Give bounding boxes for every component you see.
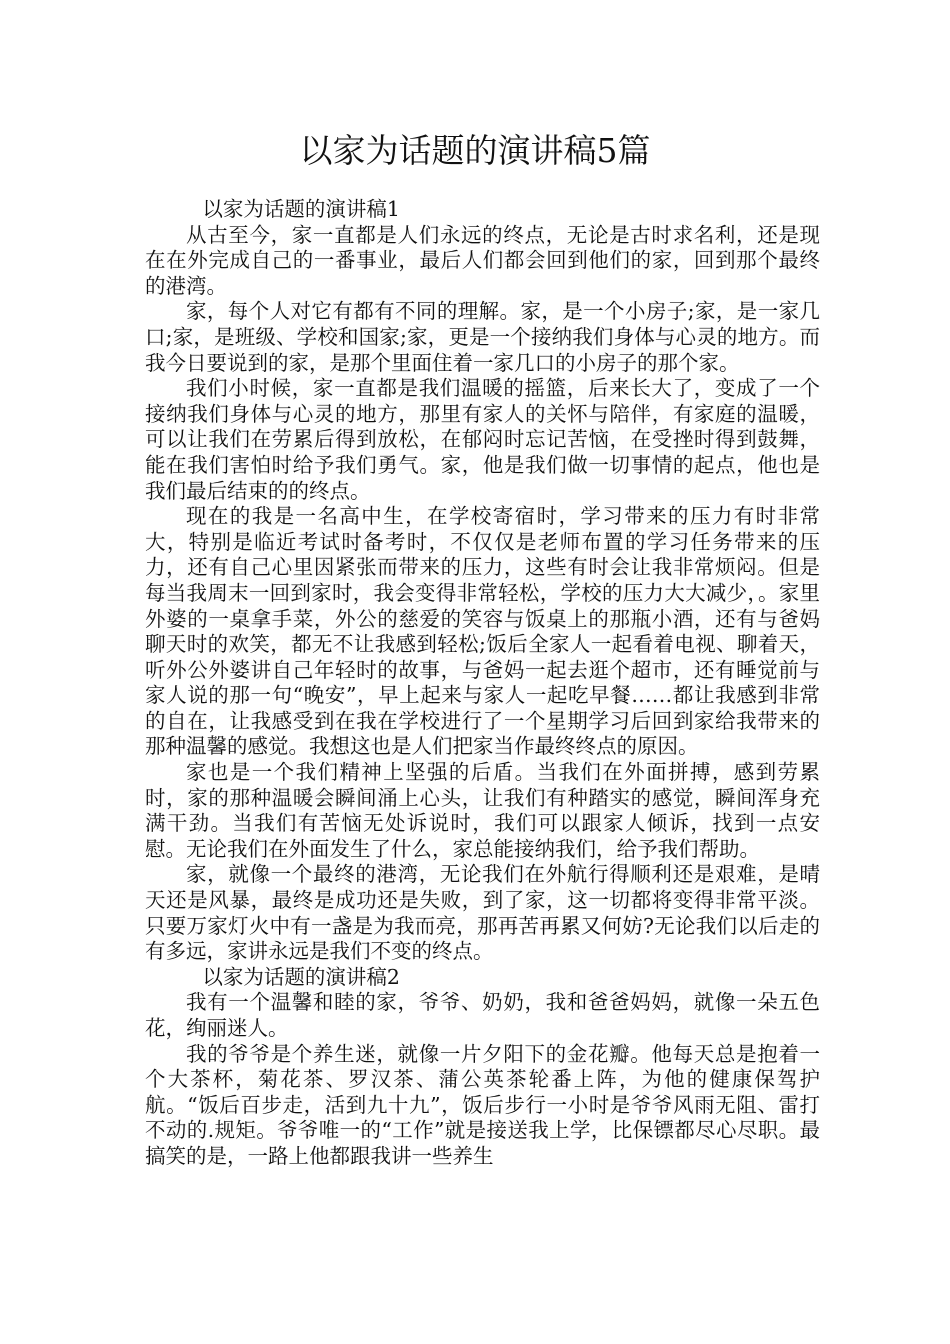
paragraph: 我的爷爷是个养生迷，就像一片夕阳下的金花瓣。他每天总是抱着一个大茶杯，菊花茶、罗汉茶、蒲公英茶轮番上阵，为他的健康保驾护航。“饭后百步走，活到九十九”，饭后步行一小时是爷爷风雨无阻、雷打不动的.规矩。爷爷唯一的“工作”就是接送我上学，比保镖都尽心尽职。最搞笑的是，一路上他都跟我讲一些养生 [145, 1041, 820, 1168]
section-heading: 以家为话题的演讲稿2 [202, 964, 400, 989]
document-title: 以家为话题的演讲稿5篇 [299, 131, 651, 170]
paragraph: 家，就像一个最终的港湾，无论我们在外航行得顺利还是艰难，是晴天还是风暴，最终是成功还是失败，到了家，这一切都将变得非常平淡。只要万家灯火中有一盏是为我而亮，那再苦再累又何妨?无论我们以后走的有多远，家讲永远是我们不变的终点。 [145, 862, 820, 964]
paragraph: 现在的我是一名高中生，在学校寄宿时，学习带来的压力有时非常大，特别是临近考试时备考时，不仅仅是老师布置的学习任务带来的压力，还有自己心里因紧张而带来的压力，这些有时会让我非常烦闷。但是每当我周末一回到家时，我会变得非常轻松，学校的压力大大减少，。家里外婆的一桌拿手菜，外公的慈爱的笑容与饭桌上的那瓶小酒，还有与爸妈聊天时的欢笑，都无不让我感到轻松;饭后全家人一起看着电视、聊着天，听外公外婆讲自己年轻时的故事，与爸妈一起去逛个超市，还有睡觉前与家人说的那一句“晚安”，早上起来与家人一起吃早餐……都让我感到非常的自在，让我感受到在我在学校进行了一个星期学习后回到家给我带来的那种温馨的感觉。我想这也是人们把家当作最终终点的原因。 [145, 504, 820, 759]
paragraph: 家，每个人对它有都有不同的理解。家，是一个小房子;家，是一家几口;家，是班级、学校和国家;家，更是一个接纳我们身体与心灵的地方。而我今日要说到的家，是那个里面住着一家几口的小房子的那个家。 [145, 299, 820, 375]
section-heading: 以家为话题的演讲稿1 [202, 197, 400, 221]
paragraph: 我有一个温馨和睦的家，爷爷、奶奶，我和爸爸妈妈，就像一朵五色花，绚丽迷人。 [145, 990, 820, 1040]
paragraph: 从古至今，家一直都是人们永远的终点，无论是古时求名利，还是现在在外完成自己的一番事业，最后人们都会回到他们的家，回到那个最终的港湾。 [145, 222, 820, 298]
paragraph: 家也是一个我们精神上坚强的后盾。当我们在外面拼搏，感到劳累时，家的那种温暖会瞬间涌上心头，让我们有种踏实的感觉，瞬间浑身充满干劲。当我们有苦恼无处诉说时，我们可以跟家人倾诉，找到一点安慰。无论我们在外面发生了什么，家总能接纳我们，给予我们帮助。 [145, 760, 820, 861]
document-body [145, 197, 820, 1170]
paragraph: 我们小时候，家一直都是我们温暖的摇篮，后来长大了，变成了一个接纳我们身体与心灵的地方，那里有家人的关怀与陪伴，有家庭的温暖，可以让我们在劳累后得到放松，在郁闷时忘记苦恼，在受挫时得到鼓舞，能在我们害怕时给予我们勇气。家，他是我们做一切事情的起点，他也是我们最后结束的的终点。 [145, 376, 820, 503]
